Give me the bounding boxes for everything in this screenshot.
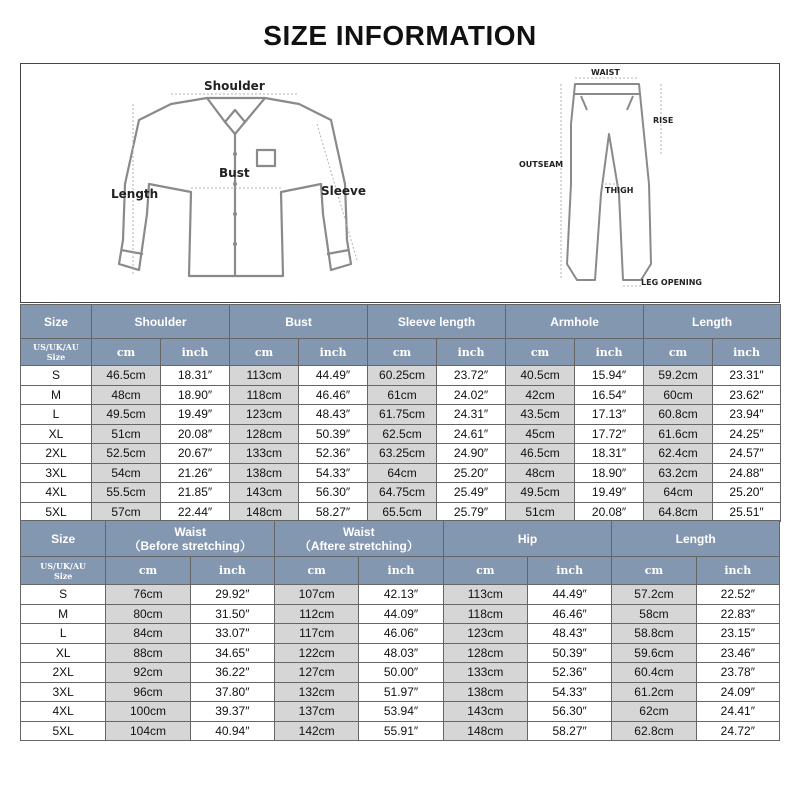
table-cell: 50.00″ [359, 663, 443, 683]
table-cell: 34.65″ [190, 643, 274, 663]
size-subheader: US/UK/AU Size [21, 339, 92, 366]
table-cell: 132cm [275, 682, 359, 702]
table-cell: 46.5cm [506, 444, 575, 464]
unit-cm: cm [506, 339, 575, 366]
table-cell: 22.44″ [161, 502, 230, 522]
column-header: Length [644, 305, 781, 339]
table-cell: 50.39″ [527, 643, 611, 663]
table-cell: 96cm [106, 682, 190, 702]
unit-cm: cm [275, 557, 359, 585]
size-header: Size [21, 305, 92, 339]
table-cell: 21.26″ [161, 463, 230, 483]
table-cell: 24.09″ [696, 682, 779, 702]
table-row [21, 721, 780, 741]
table-cell: 123cm [443, 624, 527, 644]
table-cell: 16.54″ [575, 385, 644, 405]
table-cell: 63.25cm [368, 444, 437, 464]
table-cell: 113cm [230, 366, 299, 386]
bottom-size-table [20, 520, 780, 741]
table-cell: 44.49″ [299, 366, 368, 386]
table-cell: 123cm [230, 405, 299, 425]
table-cell: 23.15″ [696, 624, 779, 644]
table-cell: 148cm [443, 721, 527, 741]
table-cell: 29.92″ [190, 585, 274, 605]
table-cell: 15.94″ [575, 366, 644, 386]
size-cell: 5XL [21, 721, 106, 741]
table-cell: 64cm [368, 463, 437, 483]
table-cell: 25.79″ [437, 502, 506, 522]
table-cell: 18.31″ [161, 366, 230, 386]
column-header: Shoulder [92, 305, 230, 339]
table-cell: 56.30″ [299, 483, 368, 503]
table-cell: 51.97″ [359, 682, 443, 702]
table-cell: 18.90″ [575, 463, 644, 483]
table-row [21, 502, 781, 522]
table-cell: 88cm [106, 643, 190, 663]
table-cell: 25.20″ [713, 483, 781, 503]
sleeve-label: Sleeve [321, 184, 366, 198]
table-header-row [21, 521, 780, 557]
table-cell: 61.6cm [644, 424, 713, 444]
unit-cm: cm [612, 557, 696, 585]
measurement-diagram [20, 63, 780, 303]
top-size-table [20, 304, 781, 522]
table-cell: 23.31″ [713, 366, 781, 386]
column-header: Hip [443, 521, 612, 557]
table-cell: 22.52″ [696, 585, 779, 605]
table-cell: 48.43″ [527, 624, 611, 644]
table-cell: 42.13″ [359, 585, 443, 605]
table-cell: 113cm [443, 585, 527, 605]
table-cell: 54.33″ [299, 463, 368, 483]
table-cell: 133cm [443, 663, 527, 683]
table-cell: 64cm [644, 483, 713, 503]
table-header-row [21, 305, 781, 339]
table-cell: 48cm [92, 385, 161, 405]
table-cell: 39.37″ [190, 702, 274, 722]
table-cell: 19.49″ [575, 483, 644, 503]
table-cell: 24.41″ [696, 702, 779, 722]
unit-cm: cm [92, 339, 161, 366]
size-cell: 4XL [21, 702, 106, 722]
table-row [21, 702, 780, 722]
table-cell: 20.08″ [161, 424, 230, 444]
column-header: Armhole [506, 305, 644, 339]
table-cell: 64.75cm [368, 483, 437, 503]
unit-inch: inch [359, 557, 443, 585]
size-cell: L [21, 624, 106, 644]
bust-label: Bust [219, 166, 250, 180]
table-cell: 52.36″ [527, 663, 611, 683]
table-cell: 133cm [230, 444, 299, 464]
table-cell: 17.72″ [575, 424, 644, 444]
thigh-label: THIGH [605, 186, 634, 195]
table-cell: 60.4cm [612, 663, 696, 683]
size-cell: S [21, 585, 106, 605]
column-header: Length [612, 521, 780, 557]
table-cell: 18.90″ [161, 385, 230, 405]
table-cell: 92cm [106, 663, 190, 683]
table-cell: 61.2cm [612, 682, 696, 702]
table-cell: 57.2cm [612, 585, 696, 605]
table-cell: 22.83″ [696, 604, 779, 624]
unit-inch: inch [299, 339, 368, 366]
table-cell: 46.46″ [527, 604, 611, 624]
table-cell: 52.5cm [92, 444, 161, 464]
table-cell: 128cm [230, 424, 299, 444]
table-cell: 62.8cm [612, 721, 696, 741]
table-cell: 63.2cm [644, 463, 713, 483]
table-cell: 19.49″ [161, 405, 230, 425]
column-header: Waist （Before stretching） [106, 521, 275, 557]
table-cell: 40.5cm [506, 366, 575, 386]
unit-cm: cm [230, 339, 299, 366]
table-cell: 118cm [443, 604, 527, 624]
size-cell: 4XL [21, 483, 92, 503]
table-cell: 31.50″ [190, 604, 274, 624]
table-cell: 58.8cm [612, 624, 696, 644]
table-row [21, 663, 780, 683]
top-table-body [21, 366, 781, 522]
table-cell: 24.57″ [713, 444, 781, 464]
table-cell: 148cm [230, 502, 299, 522]
unit-cm: cm [443, 557, 527, 585]
table-cell: 43.5cm [506, 405, 575, 425]
leg-opening-label: LEG OPENING [641, 278, 702, 287]
table-cell: 55.5cm [92, 483, 161, 503]
unit-header-row [21, 339, 781, 366]
table-cell: 51cm [506, 502, 575, 522]
table-cell: 84cm [106, 624, 190, 644]
table-cell: 25.51″ [713, 502, 781, 522]
size-cell: 2XL [21, 444, 92, 464]
table-cell: 138cm [443, 682, 527, 702]
table-cell: 20.67″ [161, 444, 230, 464]
table-cell: 52.36″ [299, 444, 368, 464]
table-cell: 61.75cm [368, 405, 437, 425]
table-cell: 76cm [106, 585, 190, 605]
table-cell: 44.49″ [527, 585, 611, 605]
length-label: Length [111, 187, 159, 201]
table-cell: 33.07″ [190, 624, 274, 644]
table-cell: 40.94″ [190, 721, 274, 741]
table-cell: 46.06″ [359, 624, 443, 644]
table-cell: 24.88″ [713, 463, 781, 483]
table-cell: 54.33″ [527, 682, 611, 702]
table-cell: 53.94″ [359, 702, 443, 722]
table-row [21, 643, 780, 663]
table-cell: 62.4cm [644, 444, 713, 464]
table-cell: 46.46″ [299, 385, 368, 405]
table-cell: 24.25″ [713, 424, 781, 444]
table-cell: 54cm [92, 463, 161, 483]
table-cell: 58.27″ [527, 721, 611, 741]
table-cell: 100cm [106, 702, 190, 722]
table-cell: 60cm [644, 385, 713, 405]
size-cell: 5XL [21, 502, 92, 522]
table-cell: 104cm [106, 721, 190, 741]
table-cell: 60.8cm [644, 405, 713, 425]
rise-label: RISE [653, 116, 674, 125]
unit-inch: inch [161, 339, 230, 366]
table-cell: 117cm [275, 624, 359, 644]
table-cell: 42cm [506, 385, 575, 405]
size-cell: XL [21, 643, 106, 663]
table-cell: 24.31″ [437, 405, 506, 425]
table-cell: 51cm [92, 424, 161, 444]
table-cell: 46.5cm [92, 366, 161, 386]
size-cell: 3XL [21, 463, 92, 483]
table-cell: 128cm [443, 643, 527, 663]
unit-inch: inch [527, 557, 611, 585]
table-cell: 24.72″ [696, 721, 779, 741]
table-row [21, 624, 780, 644]
table-cell: 17.13″ [575, 405, 644, 425]
table-cell: 37.80″ [190, 682, 274, 702]
table-cell: 18.31″ [575, 444, 644, 464]
unit-inch: inch [713, 339, 781, 366]
table-cell: 107cm [275, 585, 359, 605]
table-cell: 23.78″ [696, 663, 779, 683]
outseam-label: OUTSEAM [519, 160, 564, 169]
table-cell: 48.03″ [359, 643, 443, 663]
table-row [21, 463, 781, 483]
size-cell: L [21, 405, 92, 425]
table-cell: 142cm [275, 721, 359, 741]
table-cell: 138cm [230, 463, 299, 483]
table-cell: 49.5cm [506, 483, 575, 503]
size-cell: 2XL [21, 663, 106, 683]
table-cell: 49.5cm [92, 405, 161, 425]
table-cell: 122cm [275, 643, 359, 663]
table-cell: 61cm [368, 385, 437, 405]
table-cell: 80cm [106, 604, 190, 624]
waist-label: WAIST [591, 68, 620, 77]
table-cell: 45cm [506, 424, 575, 444]
size-header: Size [21, 521, 106, 557]
size-cell: S [21, 366, 92, 386]
table-row [21, 424, 781, 444]
table-cell: 23.46″ [696, 643, 779, 663]
size-cell: XL [21, 424, 92, 444]
unit-cm: cm [368, 339, 437, 366]
table-cell: 143cm [443, 702, 527, 722]
table-row [21, 385, 781, 405]
table-cell: 62cm [612, 702, 696, 722]
table-row [21, 366, 781, 386]
table-cell: 143cm [230, 483, 299, 503]
table-cell: 58cm [612, 604, 696, 624]
table-cell: 21.85″ [161, 483, 230, 503]
size-cell: M [21, 604, 106, 624]
page-title: SIZE INFORMATION [263, 20, 537, 51]
unit-inch: inch [696, 557, 779, 585]
table-cell: 23.62″ [713, 385, 781, 405]
table-cell: 23.72″ [437, 366, 506, 386]
pants-illustration [531, 64, 731, 302]
table-cell: 127cm [275, 663, 359, 683]
table-row [21, 682, 780, 702]
table-cell: 59.2cm [644, 366, 713, 386]
unit-inch: inch [575, 339, 644, 366]
table-cell: 64.8cm [644, 502, 713, 522]
table-cell: 59.6cm [612, 643, 696, 663]
shirt-illustration [21, 64, 401, 302]
table-cell: 55.91″ [359, 721, 443, 741]
column-header: Waist （Aftere stretching） [275, 521, 444, 557]
table-cell: 25.49″ [437, 483, 506, 503]
table-cell: 62.5cm [368, 424, 437, 444]
table-row [21, 405, 781, 425]
table-cell: 65.5cm [368, 502, 437, 522]
size-cell: 3XL [21, 682, 106, 702]
unit-inch: inch [437, 339, 506, 366]
unit-header-row [21, 557, 780, 585]
table-cell: 60.25cm [368, 366, 437, 386]
table-cell: 24.61″ [437, 424, 506, 444]
table-cell: 50.39″ [299, 424, 368, 444]
table-cell: 56.30″ [527, 702, 611, 722]
size-cell: M [21, 385, 92, 405]
table-cell: 24.02″ [437, 385, 506, 405]
shoulder-label: Shoulder [204, 79, 265, 93]
table-row [21, 483, 781, 503]
unit-inch: inch [190, 557, 274, 585]
unit-cm: cm [644, 339, 713, 366]
table-cell: 44.09″ [359, 604, 443, 624]
table-cell: 118cm [230, 385, 299, 405]
table-cell: 25.20″ [437, 463, 506, 483]
table-row [21, 444, 781, 464]
table-cell: 20.08″ [575, 502, 644, 522]
column-header: Bust [230, 305, 368, 339]
table-cell: 57cm [92, 502, 161, 522]
table-row [21, 604, 780, 624]
table-cell: 48cm [506, 463, 575, 483]
table-cell: 36.22″ [190, 663, 274, 683]
table-row [21, 585, 780, 605]
table-cell: 48.43″ [299, 405, 368, 425]
table-cell: 112cm [275, 604, 359, 624]
unit-cm: cm [106, 557, 190, 585]
table-cell: 24.90″ [437, 444, 506, 464]
table-cell: 137cm [275, 702, 359, 722]
bottom-table-body [21, 585, 780, 741]
table-cell: 23.94″ [713, 405, 781, 425]
column-header: Sleeve length [368, 305, 506, 339]
table-cell: 58.27″ [299, 502, 368, 522]
size-subheader: US/UK/AU Size [21, 557, 106, 585]
